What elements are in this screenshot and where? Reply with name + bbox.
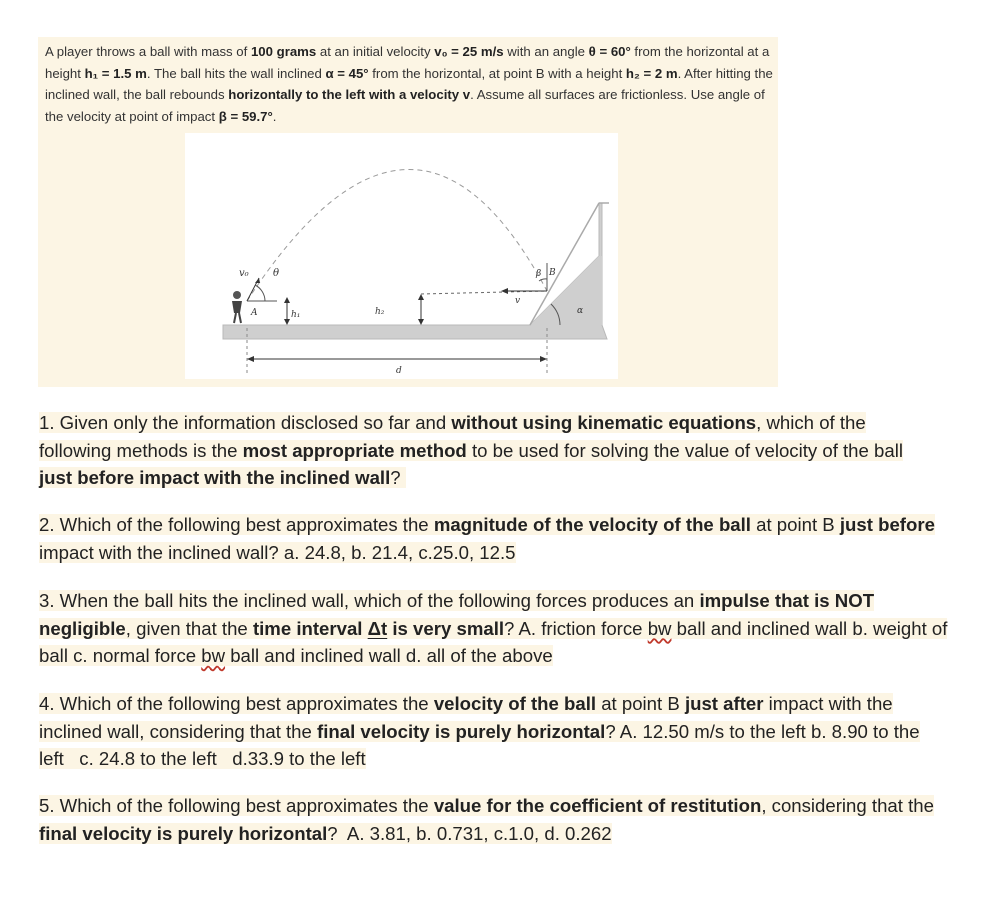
- projectile-diagram: [185, 133, 618, 379]
- problem-text-segment: from the horizontal, at point B with a height: [368, 65, 626, 81]
- d-label: d: [396, 366, 402, 376]
- problem-text-segment: A player throws a ball with mass of: [45, 44, 251, 59]
- problem-text-segment: . After hitting the inclined wall, the ball rebounds: [45, 65, 773, 102]
- h1-value: h₁ = 1.5 m: [84, 65, 147, 81]
- beta-label: β: [536, 269, 542, 279]
- rebound-description: horizontally to the left with a velocity v: [228, 87, 471, 102]
- question-4: 4. Which of the following best approximates the velocity of the ball at point B just after impact with the inclined wall, considering that the final velocity is purely horizontal? A. 12.50 m/s to the left b. 8.90 to the left c. 24.8 to the left d.33.9 to the left: [39, 693, 920, 770]
- point-a-label: A: [251, 308, 258, 318]
- alpha-value: α = 45°: [325, 65, 369, 81]
- initial-velocity-value: v₀ = 25 m/s: [434, 44, 504, 59]
- alpha-label: α: [577, 306, 584, 316]
- problem-text-segment: at an initial velocity: [316, 44, 435, 59]
- player-icon: [232, 291, 242, 323]
- h2-value: h₂ = 2 m: [625, 65, 678, 81]
- problem-text-segment: .: [272, 108, 277, 124]
- problem-statement: [45, 41, 773, 127]
- problem-statement-box: [38, 37, 778, 387]
- question-1: 1. Given only the information disclosed so far and without using kinematic equations, which of the following methods is the most appropriate method to be used for solving the value of velocity of the ball just before impact with the inclined wall?: [39, 412, 903, 489]
- v-label: v: [515, 296, 521, 306]
- question-5: 5. Which of the following best approximates the value for the coefficient of restitution, considering that the final velocity is purely horizontal? A. 3.81, b. 0.731, c.1.0, d. 0.262: [39, 795, 934, 844]
- question-2: 2. Which of the following best approximates the magnitude of the velocity of the ball at point B just before impact with the inclined wall? a. 24.8, b. 21.4, c.25.0, 12.5: [39, 514, 935, 563]
- h2-label: h₂: [375, 307, 385, 317]
- question-3: 3. When the ball hits the inclined wall, which of the following forces produces an impulse that is NOT negligible, given that the time interval Δt is very small? A. friction force bw ball and inclined wall b. weight of ball c. normal force bw ball and inclined wall d. all of the above: [39, 590, 948, 667]
- h1-label: h₁: [291, 310, 301, 320]
- trajectory-path: [247, 169, 547, 301]
- problem-text-segment: . Assume all surfaces are frictionless. Use angle of the velocity at point of impact: [45, 87, 765, 124]
- beta-arc: [539, 279, 547, 281]
- theta-arc: [255, 285, 265, 301]
- problem-text-segment: . The ball hits the wall inclined: [146, 65, 326, 81]
- mass-value: 100 grams: [250, 44, 317, 59]
- beta-value: β = 59.7°: [218, 108, 273, 124]
- point-b-label: B: [549, 268, 556, 278]
- v0-label: v₀: [239, 268, 249, 279]
- theta-value: θ = 60°: [588, 44, 631, 59]
- problem-text-segment: from the horizontal at a height: [45, 44, 770, 81]
- problem-text-segment: with an angle: [503, 44, 589, 59]
- theta-label: θ: [273, 268, 280, 279]
